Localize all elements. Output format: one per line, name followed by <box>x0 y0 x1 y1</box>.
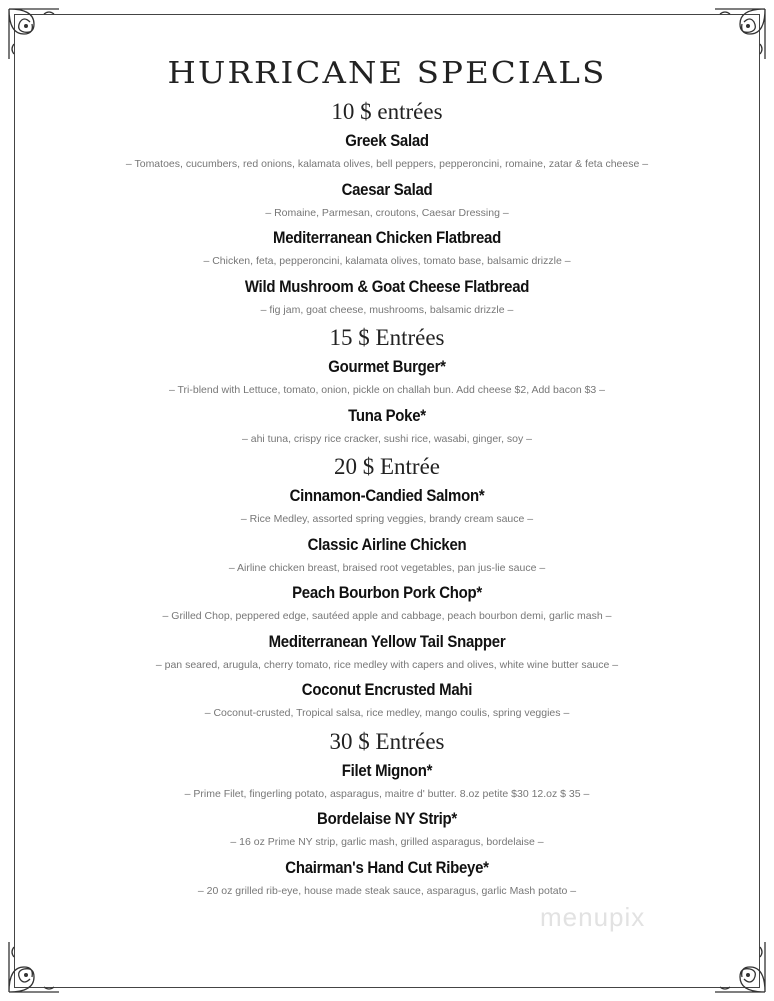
item-description: – Rice Medley, assorted spring veggies, brandy cream sauce – <box>240 513 534 525</box>
item-name: Tuna Poke* <box>348 405 426 425</box>
menu-item <box>0 532 774 581</box>
item-description: – Prime Filet, fingerling potato, asparagus, maitre d' butter. 8.oz petite $30 12.oz $ 35 – <box>184 787 590 800</box>
menu-item <box>0 177 774 226</box>
corner-ornament-icon <box>4 937 64 997</box>
item-description: – Grilled Chop, peppered edge, sautéed apple and cabbage, peach bourbon demi, garlic mash – <box>162 610 612 622</box>
item-description: – fig jam, goat cheese, mushrooms, balsamic drizzle – <box>260 303 514 316</box>
section-heading: 15 $ Entrées <box>329 325 445 350</box>
item-description: – Chicken, feta, pepperoncini, kalamata olives, tomato base, balsamic drizzle – <box>203 255 571 267</box>
menu-item <box>0 677 774 726</box>
menu-item <box>0 629 774 678</box>
item-name: Mediterranean Chicken Flatbread <box>273 228 501 247</box>
item-description: – Airline chicken breast, braised root vegetables, pan jus-lie sauce – <box>228 561 546 574</box>
item-description: – Tomatoes, cucumbers, red onions, kalamata olives, bell peppers, pepperoncini, romaine, zatar & feta cheese – <box>125 158 649 170</box>
menu-item <box>0 354 774 403</box>
item-name: Classic Airline Chicken <box>307 534 467 554</box>
item-name: Mediterranean Yellow Tail Snapper <box>268 631 506 651</box>
item-description: – pan seared, arugula, cherry tomato, rice medley with capers and olives, white wine butter sauce – <box>155 658 619 671</box>
menu-item <box>0 483 774 532</box>
item-name: Cinnamon-Candied Salmon* <box>289 486 485 505</box>
item-description: – Romaine, Parmesan, croutons, Caesar Dressing – <box>265 206 509 219</box>
page-title: HURRICANE SPECIALS <box>167 56 607 91</box>
item-description: – Coconut-crusted, Tropical salsa, rice medley, mango coulis, spring veggies – <box>204 707 570 719</box>
item-name: Bordelaise NY Strip* <box>317 809 457 828</box>
menu-content <box>0 52 774 903</box>
item-name: Greek Salad <box>345 131 429 150</box>
menu-item <box>0 274 774 323</box>
menu-item <box>0 225 774 274</box>
item-name: Chairman's Hand Cut Ribeye* <box>285 857 489 877</box>
menu-item <box>0 128 774 177</box>
menu-item <box>0 758 774 807</box>
corner-ornament-icon <box>710 937 770 997</box>
section-heading: 10 $ entrées <box>331 99 443 124</box>
item-name: Wild Mushroom & Goat Cheese Flatbread <box>244 276 530 296</box>
menu-item <box>0 403 774 452</box>
menu-item <box>0 855 774 904</box>
item-name: Peach Bourbon Pork Chop* <box>292 583 482 602</box>
menu-item <box>0 806 774 855</box>
item-name: Caesar Salad <box>341 179 433 199</box>
menu-item <box>0 580 774 629</box>
section-heading: 20 $ Entrée <box>333 454 440 479</box>
item-name: Filet Mignon* <box>341 760 433 780</box>
item-name: Gourmet Burger* <box>328 357 446 376</box>
item-name: Coconut Encrusted Mahi <box>301 680 473 699</box>
watermark: menupix <box>540 902 646 932</box>
item-description: – Tri-blend with Lettuce, tomato, onion, pickle on challah bun. Add cheese $2, Add bacon $3 – <box>168 384 606 396</box>
section-heading: 30 $ Entrées <box>329 728 445 754</box>
item-description: – 16 oz Prime NY strip, garlic mash, grilled asparagus, bordelaise – <box>230 836 544 848</box>
item-description: – 20 oz grilled rib-eye, house made steak sauce, asparagus, garlic Mash potato – <box>197 884 577 897</box>
item-description: – ahi tuna, crispy rice cracker, sushi rice, wasabi, ginger, soy – <box>241 432 533 445</box>
